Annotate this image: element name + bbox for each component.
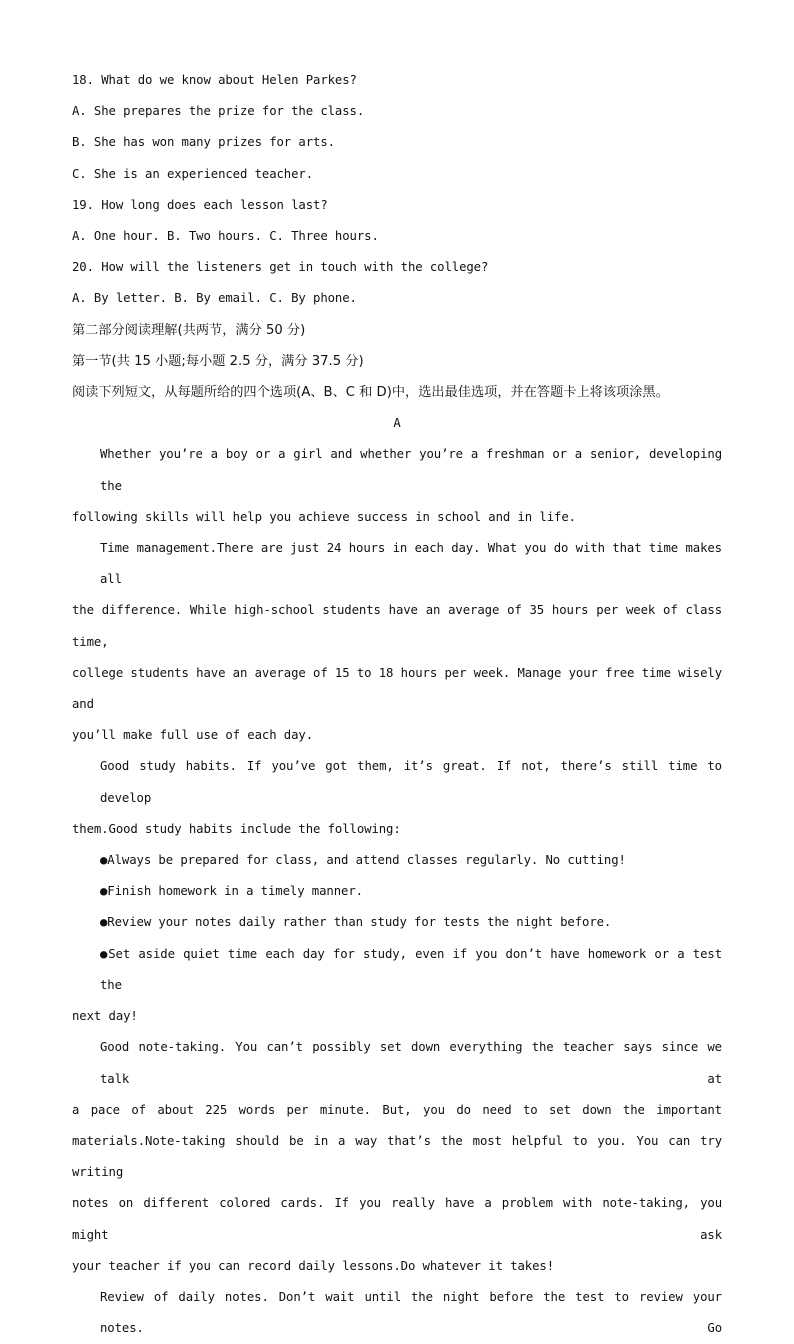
- passage-text: Good note-taking. You can’t possibly set down everything the teacher says since we talk at: [100, 1040, 722, 1086]
- passage-line: [72, 595, 722, 657]
- passage-text: Time management.There are just 24 hours in each day. What you do with that time makes all: [100, 541, 722, 587]
- question-20-options: A. By letter. B. By email. C. By phone.: [72, 291, 357, 306]
- passage-text: ●Set aside quiet time each day for study, even if you don’t have homework or a test the: [100, 946, 722, 992]
- passage-line: [72, 1282, 722, 1344]
- passage-line: [72, 533, 722, 595]
- passage-line: [72, 1188, 722, 1250]
- passage-text: a pace of about 225 words per minute. But, you do need to set down the important: [72, 1102, 722, 1117]
- bullet-item: [72, 939, 722, 1001]
- question-18-option-a: A. She prepares the prize for the class.: [72, 104, 365, 119]
- bullet-item: ●Always be prepared for class, and attend classes regularly. No cutting!: [100, 853, 626, 868]
- passage-text: the difference. While high-school students have an average of 35 hours per week of class time,: [72, 603, 722, 649]
- passage-line: your teacher if you can record daily lessons.Do whatever it takes!: [72, 1258, 555, 1273]
- passage-line: [72, 1126, 722, 1188]
- passage-line: [72, 439, 722, 501]
- passage-line: [72, 658, 722, 720]
- passage-line: [72, 1032, 722, 1094]
- question-19-stem: 19. How long does each lesson last?: [72, 197, 328, 212]
- bullet-item: ●Finish homework in a timely manner.: [100, 884, 363, 899]
- passage-text: Good study habits. If you’ve got them, it’s great. If not, there’s still time to develop: [100, 759, 722, 805]
- passage-line: [72, 751, 722, 813]
- question-19-options: A. One hour. B. Two hours. C. Three hours.: [72, 229, 379, 244]
- passage-text: notes on different colored cards. If you really have a problem with note-taking, you might ask: [72, 1196, 722, 1242]
- section-instruction: 阅读下列短文，从每题所给的四个选项(A、B、C 和 D)中，选出最佳选项，并在答题卡上将该项涂黑。: [72, 385, 669, 401]
- passage-text: Whether you’re a boy or a girl and whether you’re a freshman or a senior, developing the: [100, 447, 722, 493]
- passage-line: following skills will help you achieve success in school and in life.: [72, 509, 576, 524]
- passage-text: college students have an average of 15 to 18 hours per week. Manage your free time wisely and: [72, 665, 722, 712]
- passage-line: you’ll make full use of each day.: [72, 728, 314, 743]
- section-heading: 第一节(共 15 小题;每小题 2.5 分，满分 37.5 分): [72, 353, 364, 369]
- passage-label: A: [393, 416, 401, 431]
- question-18-stem: 18. What do we know about Helen Parkes?: [72, 73, 357, 87]
- question-18-option-c: C. She is an experienced teacher.: [72, 166, 314, 181]
- bullet-item: ●Review your notes daily rather than study for tests the night before.: [100, 915, 612, 930]
- question-20-stem: 20. How will the listeners get in touch with the college?: [72, 260, 489, 275]
- exam-page: [72, 65, 722, 1344]
- passage-text: materials.Note-taking should be in a way that’s the most helpful to you. You can try writing: [72, 1133, 722, 1180]
- question-18-option-b: B. She has won many prizes for arts.: [72, 135, 335, 150]
- passage-line: next day!: [72, 1009, 138, 1024]
- part-heading: 第二部分阅读理解(共两节，满分 50 分): [72, 322, 306, 338]
- passage-line: [72, 1095, 722, 1126]
- passage-line: them.Good study habits include the following:: [72, 821, 401, 836]
- passage-text: Review of daily notes. Don’t wait until the night before the test to review your notes. Go: [100, 1289, 722, 1336]
